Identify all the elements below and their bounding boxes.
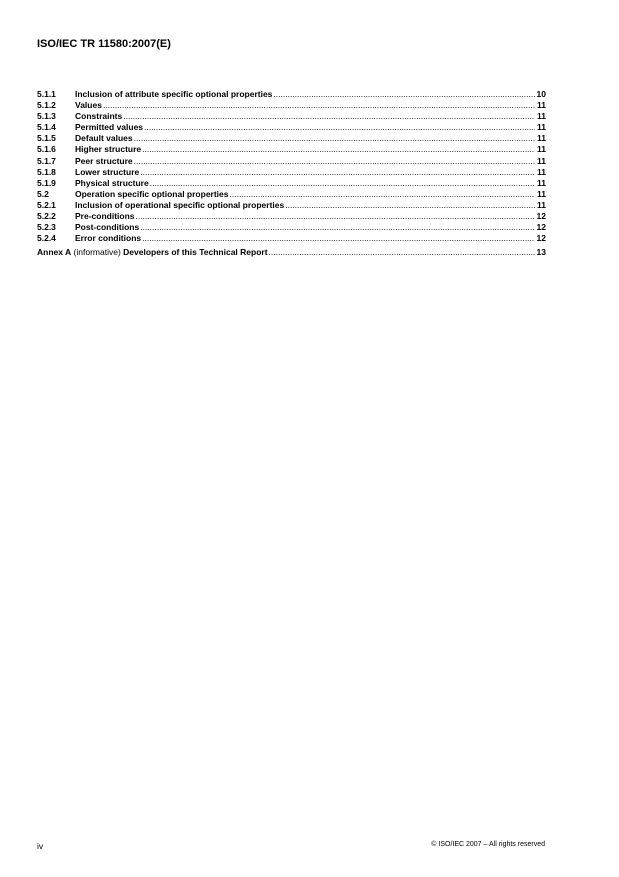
toc-entry-title: Peer structure: [75, 155, 133, 166]
toc-leader-dots: [142, 144, 535, 155]
toc-entry-page: 11: [537, 188, 546, 199]
toc-leader-dots: [142, 233, 535, 244]
footer-copyright: © ISO/IEC 2007 – All rights reserved: [431, 841, 545, 848]
toc-entry-page: 11: [537, 144, 546, 155]
footer-page-number: iv: [37, 841, 44, 851]
toc-entry-page: 11: [537, 133, 546, 144]
document-header-title: ISO/IEC TR 11580:2007(E): [37, 38, 171, 50]
toc-entry-number: 5.1.2: [37, 100, 56, 111]
toc-annex-entry[interactable]: [37, 247, 546, 258]
toc-leader-dots: [103, 100, 535, 111]
toc-entry-title: Permitted values: [75, 122, 144, 133]
toc-entry[interactable]: [37, 89, 546, 100]
toc-leader-dots: [285, 200, 535, 211]
toc-entry-title: Operation specific optional properties: [75, 188, 229, 199]
toc-entry[interactable]: [37, 178, 546, 189]
toc-entry[interactable]: [37, 222, 546, 233]
toc-leader-dots: [136, 211, 535, 222]
toc-entry-title: Pre-conditions: [75, 211, 135, 222]
toc-entry[interactable]: [37, 122, 546, 133]
toc-entry[interactable]: [37, 167, 546, 178]
annex-qualifier: (informative): [73, 247, 121, 258]
toc-entry-page: 11: [537, 199, 546, 210]
toc-entry-number: 5.1.4: [37, 122, 56, 133]
toc-entry-title: Values: [75, 100, 102, 111]
toc-entry-page: 12: [536, 211, 546, 222]
toc-entry-title: Inclusion of operational specific optional properties: [75, 199, 285, 210]
toc-entry-number: 5.1.6: [37, 144, 56, 155]
toc-entry-title: Higher structure: [75, 144, 142, 155]
toc-entry[interactable]: [37, 200, 546, 211]
toc-entry-title: Error conditions: [75, 233, 142, 244]
toc-entry-number: 5.1.7: [37, 155, 56, 166]
toc-entry-page: 12: [536, 233, 546, 244]
toc-leader-dots: [230, 189, 536, 200]
toc-entry[interactable]: [37, 133, 546, 144]
toc-entry[interactable]: [37, 233, 546, 244]
toc-entry-number: 5.2.4: [37, 233, 56, 244]
toc-entry-number: 5.2.3: [37, 222, 56, 233]
toc-entry-page: 12: [536, 222, 546, 233]
toc-entry-page: 11: [537, 166, 546, 177]
toc-entry-number: 5.1.8: [37, 166, 56, 177]
toc-entry-title: Default values: [75, 133, 133, 144]
toc-entry[interactable]: [37, 144, 546, 155]
toc-entry-number: 5.1.5: [37, 133, 56, 144]
toc-entry[interactable]: [37, 100, 546, 111]
toc-leader-dots: [144, 122, 535, 133]
toc-entry-page: 10: [536, 89, 546, 99]
toc-entry-page: 11: [537, 155, 546, 166]
toc-leader-dots: [134, 156, 535, 167]
toc-leader-dots: [150, 178, 535, 189]
toc-entry-number: 5.1.3: [37, 111, 56, 122]
toc-entry-number: 5.2.1: [37, 199, 56, 210]
toc-entry-title: Physical structure: [75, 177, 149, 188]
toc-entry-title: Inclusion of attribute specific optional properties: [75, 89, 273, 99]
toc-entry-page: 11: [537, 111, 546, 122]
toc-entry-title: Lower structure: [75, 166, 140, 177]
toc-entry-page: 11: [537, 177, 546, 188]
toc-leader-dots: [140, 167, 535, 178]
toc-leader-dots: [134, 133, 535, 144]
toc-entry-number: 5.2.2: [37, 211, 56, 222]
toc-leader-dots: [269, 247, 535, 258]
toc-entry-title: Constraints: [75, 111, 123, 122]
toc-entry[interactable]: [37, 111, 546, 122]
table-of-contents: [37, 89, 546, 258]
toc-leader-dots: [123, 111, 535, 122]
toc-leader-dots: [273, 89, 535, 100]
toc-entry[interactable]: [37, 156, 546, 167]
annex-page: 13: [536, 247, 546, 258]
toc-entry-number: 5.1.1: [37, 89, 56, 99]
toc-entry-title: Post-conditions: [75, 222, 140, 233]
toc-entry-page: 11: [537, 122, 546, 133]
annex-title: Developers of this Technical Report: [123, 247, 268, 258]
toc-entry-page: 11: [537, 100, 546, 111]
toc-leader-dots: [140, 222, 535, 233]
toc-entry[interactable]: [37, 211, 546, 222]
toc-entry[interactable]: [37, 189, 546, 200]
toc-entry-number: 5.1.9: [37, 177, 56, 188]
annex-label: Annex A: [37, 247, 72, 258]
toc-entry-number: 5.2: [37, 188, 49, 199]
